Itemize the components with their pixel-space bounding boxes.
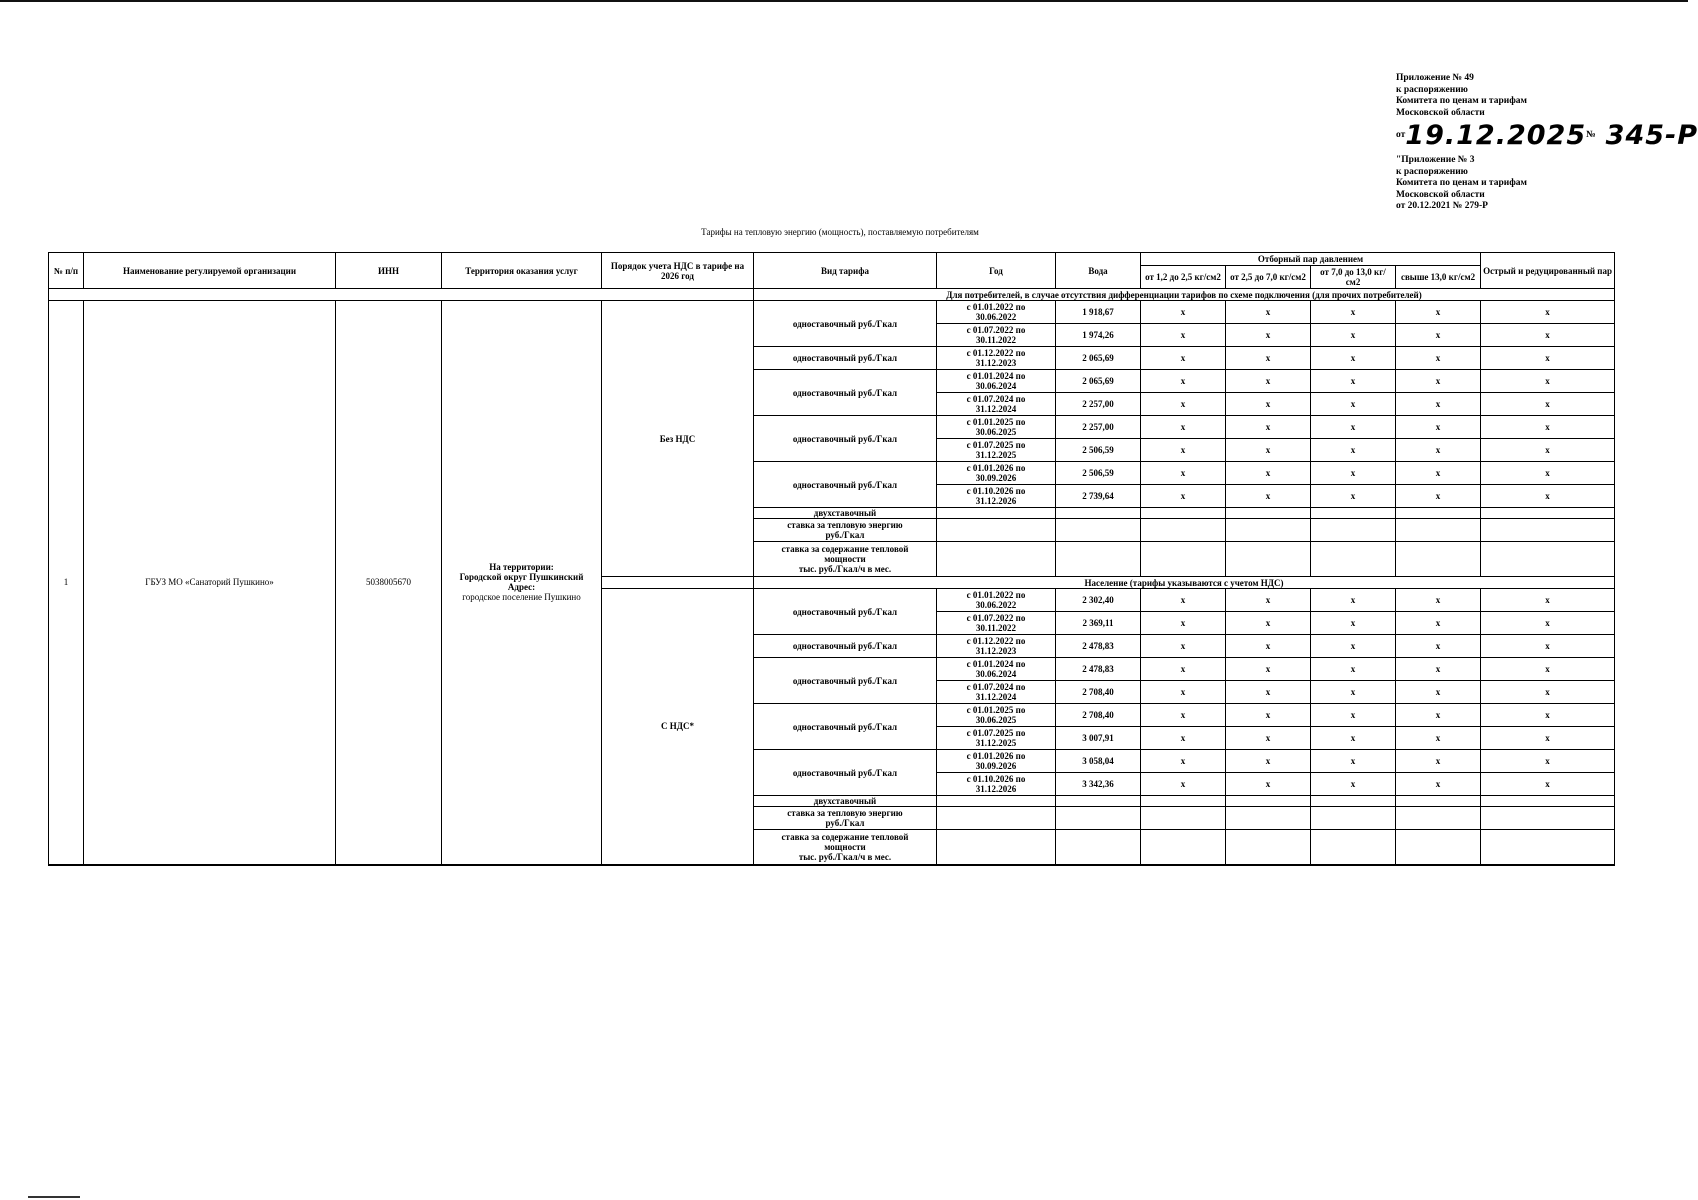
steam-1-value: х — [1141, 612, 1226, 635]
period-end: 31.12.2026 — [975, 784, 1017, 794]
empty-cell — [1311, 542, 1396, 577]
empty-cell — [1226, 508, 1311, 519]
appendix-region: Московской области — [1396, 107, 1485, 118]
col-steam-2-header: от 2,5 до 7,0 кг/см2 — [1226, 266, 1311, 289]
steam-4-value: х — [1396, 347, 1481, 370]
period-start: с 01.10.2026 по — [966, 774, 1026, 784]
col-inn-header: ИНН — [336, 253, 442, 289]
steam-4-value: х — [1396, 416, 1481, 439]
org-inn: 5038005670 — [336, 301, 442, 865]
steam-4-value: х — [1396, 439, 1481, 462]
empty-cell — [1056, 830, 1141, 865]
tariff-type: одноставочный руб./Гкал — [754, 589, 937, 635]
prev-appendix-number: "Приложение № 3 — [1396, 155, 1475, 165]
territory-line: городское поселение Пушкино — [462, 592, 581, 603]
handwritten-date-line — [1396, 120, 1698, 151]
empty-cell — [937, 796, 1056, 807]
empty-cell — [1311, 830, 1396, 865]
period-start: с 01.12.2022 по — [966, 348, 1026, 358]
period-start: с 01.07.2025 по — [966, 440, 1026, 450]
steam-2-value: х — [1226, 727, 1311, 750]
sharp-steam-value: х — [1481, 347, 1615, 370]
section-caption-row — [49, 289, 1615, 301]
water-value: 3 007,91 — [1056, 727, 1141, 750]
steam-3-value: х — [1311, 635, 1396, 658]
period-cell — [937, 612, 1056, 635]
from-prefix: от — [1396, 130, 1406, 141]
sharp-steam-value: х — [1481, 393, 1615, 416]
steam-1-value: х — [1141, 301, 1226, 324]
water-value: 3 058,04 — [1056, 750, 1141, 773]
period-cell — [937, 704, 1056, 727]
period-end: 31.12.2025 — [975, 450, 1017, 460]
col-territory-header: Территория оказания услуг — [442, 253, 602, 289]
col-steam-3-header: от 7,0 до 13,0 кг/см2 — [1311, 266, 1396, 289]
period-end: 31.12.2024 — [975, 404, 1017, 414]
table-row — [49, 301, 1615, 324]
capacity-rate-label — [754, 830, 937, 865]
handwritten-order-number: 345-Р — [1605, 120, 1698, 151]
water-value: 1 918,67 — [1056, 301, 1141, 324]
steam-3-value: х — [1311, 589, 1396, 612]
steam-2-value: х — [1226, 347, 1311, 370]
empty-cell — [1141, 508, 1226, 519]
empty-cell — [937, 542, 1056, 577]
two-part-label: двухставочный — [754, 796, 937, 807]
prev-to-order: к распоряжению — [1396, 166, 1468, 177]
empty-cell — [1396, 508, 1481, 519]
sharp-steam-value: х — [1481, 704, 1615, 727]
steam-4-value: х — [1396, 393, 1481, 416]
empty-cell — [1226, 519, 1311, 542]
steam-1-value: х — [1141, 681, 1226, 704]
period-cell — [937, 462, 1056, 485]
steam-4-value: х — [1396, 681, 1481, 704]
capacity-rate-line: ставка за содержание тепловой — [781, 544, 909, 554]
steam-2-value: х — [1226, 681, 1311, 704]
document-title: Тарифы на тепловую энергию (мощность), поставляемую потребителям — [701, 227, 979, 237]
steam-2-value: х — [1226, 393, 1311, 416]
period-start: с 01.07.2022 по — [966, 325, 1026, 335]
territory-line: Адрес: — [507, 582, 536, 593]
steam-2-value: х — [1226, 485, 1311, 508]
period-cell — [937, 485, 1056, 508]
period-end: 30.09.2026 — [975, 761, 1017, 771]
period-end: 30.09.2026 — [975, 473, 1017, 483]
period-cell — [937, 727, 1056, 750]
empty-cell — [937, 807, 1056, 830]
tariff-type: одноставочный руб./Гкал — [754, 462, 937, 508]
sharp-steam-value: х — [1481, 416, 1615, 439]
steam-2-value: х — [1226, 462, 1311, 485]
period-end: 31.12.2026 — [975, 496, 1017, 506]
steam-1-value: х — [1141, 485, 1226, 508]
steam-4-value: х — [1396, 370, 1481, 393]
empty-cell — [1226, 830, 1311, 865]
empty-cell — [1311, 807, 1396, 830]
section-caption: Население (тарифы указываются с учетом НДС) — [754, 577, 1615, 589]
empty-cell — [1226, 796, 1311, 807]
prev-committee: Комитета по ценам и тарифам — [1396, 178, 1528, 188]
period-start: с 01.10.2026 по — [966, 486, 1026, 496]
sharp-steam-value: х — [1481, 439, 1615, 462]
empty-cell — [1481, 542, 1615, 577]
empty-cell — [937, 830, 1056, 865]
tariff-type: одноставочный руб./Гкал — [754, 301, 937, 347]
col-steam-1-header: от 1,2 до 2,5 кг/см2 — [1141, 266, 1226, 289]
steam-4-value: х — [1396, 727, 1481, 750]
period-start: с 01.01.2024 по — [966, 659, 1026, 669]
period-start: с 01.07.2024 по — [966, 394, 1026, 404]
steam-3-value: х — [1311, 324, 1396, 347]
sharp-steam-value: х — [1481, 612, 1615, 635]
steam-3-value: х — [1311, 681, 1396, 704]
steam-3-value: х — [1311, 658, 1396, 681]
org-num: 1 — [49, 301, 84, 865]
water-value: 2 478,83 — [1056, 658, 1141, 681]
period-end: 30.11.2022 — [975, 623, 1016, 633]
period-start: с 01.01.2022 по — [966, 590, 1026, 600]
energy-rate-line: ставка за тепловую энергию — [787, 808, 903, 818]
water-value: 1 974,26 — [1056, 324, 1141, 347]
sharp-steam-value: х — [1481, 301, 1615, 324]
steam-4-value: х — [1396, 589, 1481, 612]
left-spacer — [49, 289, 754, 301]
appendix-to-order: к распоряжению — [1396, 84, 1468, 95]
steam-1-value: х — [1141, 370, 1226, 393]
col-sharp-steam-header: Острый и редуцированный пар — [1481, 253, 1615, 289]
vat-label: С НДС* — [602, 589, 754, 865]
period-end: 31.12.2025 — [975, 738, 1017, 748]
scan-mark — [28, 1196, 80, 1198]
steam-3-value: х — [1311, 750, 1396, 773]
energy-rate-line: руб./Гкал — [825, 818, 865, 828]
vat-spacer — [602, 577, 754, 589]
empty-cell — [937, 508, 1056, 519]
steam-2-value: х — [1226, 773, 1311, 796]
steam-4-value: х — [1396, 658, 1481, 681]
energy-rate-label — [754, 807, 937, 830]
tariff-type: одноставочный руб./Гкал — [754, 750, 937, 796]
steam-3-value: х — [1311, 612, 1396, 635]
period-end: 30.06.2022 — [975, 600, 1017, 610]
steam-3-value: х — [1311, 704, 1396, 727]
period-end: 30.06.2024 — [975, 669, 1017, 679]
tariff-type: одноставочный руб./Гкал — [754, 370, 937, 416]
empty-cell — [1226, 807, 1311, 830]
sharp-steam-value: х — [1481, 681, 1615, 704]
sharp-steam-value: х — [1481, 485, 1615, 508]
steam-4-value: х — [1396, 485, 1481, 508]
energy-rate-line: руб./Гкал — [825, 530, 865, 540]
capacity-rate-line: мощности — [824, 554, 866, 564]
col-num-header: № п/п — [49, 253, 84, 289]
period-start: с 01.01.2025 по — [966, 705, 1026, 715]
steam-1-value: х — [1141, 416, 1226, 439]
sharp-steam-value: х — [1481, 589, 1615, 612]
capacity-rate-label — [754, 542, 937, 577]
empty-cell — [1141, 519, 1226, 542]
capacity-rate-line: ставка за содержание тепловой — [781, 831, 909, 842]
steam-4-value: х — [1396, 750, 1481, 773]
sharp-steam-value: х — [1481, 635, 1615, 658]
steam-2-value: х — [1226, 370, 1311, 393]
vat-label: Без НДС — [602, 301, 754, 577]
steam-4-value: х — [1396, 635, 1481, 658]
water-value: 2 478,83 — [1056, 635, 1141, 658]
steam-1-value: х — [1141, 462, 1226, 485]
col-steam-4-header: свыше 13,0 кг/см2 — [1396, 266, 1481, 289]
steam-2-value: х — [1226, 750, 1311, 773]
appendix-number: Приложение № 49 — [1396, 73, 1474, 83]
period-end: 30.06.2022 — [975, 312, 1017, 322]
period-start: с 01.12.2022 по — [966, 636, 1026, 646]
capacity-rate-line: тыс. руб./Гкал/ч в мес. — [798, 851, 892, 862]
period-cell — [937, 635, 1056, 658]
steam-1-value: х — [1141, 393, 1226, 416]
steam-2-value: х — [1226, 704, 1311, 727]
empty-cell — [1311, 796, 1396, 807]
empty-cell — [1311, 519, 1396, 542]
tariff-type: одноставочный руб./Гкал — [754, 658, 937, 704]
steam-4-value: х — [1396, 324, 1481, 347]
number-sign: № — [1586, 130, 1596, 141]
sharp-steam-value: х — [1481, 324, 1615, 347]
steam-4-value: х — [1396, 612, 1481, 635]
water-value: 2 369,11 — [1056, 612, 1141, 635]
water-value: 2 302,40 — [1056, 589, 1141, 612]
empty-cell — [1056, 807, 1141, 830]
steam-2-value: х — [1226, 658, 1311, 681]
sharp-steam-value: х — [1481, 658, 1615, 681]
col-steam-group-header: Отборный пар давлением — [1141, 253, 1481, 266]
steam-3-value: х — [1311, 347, 1396, 370]
period-cell — [937, 658, 1056, 681]
empty-cell — [1056, 796, 1141, 807]
steam-3-value: х — [1311, 370, 1396, 393]
steam-3-value: х — [1311, 416, 1396, 439]
steam-1-value: х — [1141, 704, 1226, 727]
steam-3-value: х — [1311, 773, 1396, 796]
steam-3-value: х — [1311, 485, 1396, 508]
period-cell — [937, 750, 1056, 773]
water-value: 2 739,64 — [1056, 485, 1141, 508]
steam-1-value: х — [1141, 439, 1226, 462]
steam-1-value: х — [1141, 347, 1226, 370]
empty-cell — [1396, 830, 1481, 865]
period-start: с 01.07.2024 по — [966, 682, 1026, 692]
org-territory — [442, 301, 602, 865]
sharp-steam-value: х — [1481, 462, 1615, 485]
steam-1-value: х — [1141, 635, 1226, 658]
empty-cell — [1396, 807, 1481, 830]
water-value: 2 708,40 — [1056, 681, 1141, 704]
empty-cell — [1056, 508, 1141, 519]
empty-cell — [1141, 807, 1226, 830]
energy-rate-label — [754, 519, 937, 542]
steam-1-value: х — [1141, 750, 1226, 773]
steam-1-value: х — [1141, 727, 1226, 750]
period-start: с 01.01.2026 по — [966, 751, 1026, 761]
empty-cell — [1056, 542, 1141, 577]
tariff-type: одноставочный руб./Гкал — [754, 347, 937, 370]
empty-cell — [1396, 796, 1481, 807]
prev-order-date: от 20.12.2021 № 279-Р — [1396, 201, 1488, 211]
steam-4-value: х — [1396, 462, 1481, 485]
handwritten-date: 19.12.2025 — [1405, 120, 1587, 151]
empty-cell — [1311, 508, 1396, 519]
col-tariff-type-header: Вид тарифа — [754, 253, 937, 289]
appendix-header — [1396, 73, 1698, 213]
col-org-header: Наименование регулируемой организации — [84, 253, 336, 289]
two-part-label: двухставочный — [754, 508, 937, 519]
sharp-steam-value: х — [1481, 370, 1615, 393]
period-end: 31.12.2024 — [975, 692, 1017, 702]
period-start: с 01.01.2026 по — [966, 463, 1026, 473]
period-end: 31.12.2023 — [975, 358, 1017, 368]
period-start: с 01.07.2022 по — [966, 613, 1026, 623]
water-value: 2 257,00 — [1056, 416, 1141, 439]
capacity-rate-line: тыс. руб./Гкал/ч в мес. — [798, 564, 892, 574]
steam-3-value: х — [1311, 727, 1396, 750]
steam-2-value: х — [1226, 635, 1311, 658]
empty-cell — [1396, 542, 1481, 577]
steam-4-value: х — [1396, 301, 1481, 324]
water-value: 2 506,59 — [1056, 462, 1141, 485]
steam-2-value: х — [1226, 416, 1311, 439]
empty-cell — [1481, 830, 1615, 865]
empty-cell — [1226, 542, 1311, 577]
territory-line: На территории: — [489, 562, 554, 573]
prev-region: Московской области — [1396, 189, 1485, 200]
steam-2-value: х — [1226, 612, 1311, 635]
water-value: 2 065,69 — [1056, 347, 1141, 370]
steam-3-value: х — [1311, 393, 1396, 416]
steam-2-value: х — [1226, 589, 1311, 612]
steam-1-value: х — [1141, 773, 1226, 796]
empty-cell — [1141, 796, 1226, 807]
energy-rate-line: ставка за тепловую энергию — [787, 520, 903, 530]
period-end: 31.12.2023 — [975, 646, 1017, 656]
period-end: 30.06.2025 — [975, 427, 1017, 437]
scan-top-edge — [0, 0, 1688, 2]
tariff-table — [48, 252, 1615, 866]
sharp-steam-value: х — [1481, 773, 1615, 796]
sharp-steam-value: х — [1481, 750, 1615, 773]
steam-3-value: х — [1311, 301, 1396, 324]
water-value: 2 065,69 — [1056, 370, 1141, 393]
water-value: 2 506,59 — [1056, 439, 1141, 462]
steam-4-value: х — [1396, 773, 1481, 796]
period-end: 30.06.2024 — [975, 381, 1017, 391]
steam-3-value: х — [1311, 439, 1396, 462]
sharp-steam-value: х — [1481, 727, 1615, 750]
period-end: 30.06.2025 — [975, 715, 1017, 725]
tariff-type: одноставочный руб./Гкал — [754, 635, 937, 658]
period-start: с 01.07.2025 по — [966, 728, 1026, 738]
org-name: ГБУЗ МО «Санаторий Пушкино» — [84, 301, 336, 865]
section-caption: Для потребителей, в случае отсутствия дифференциации тарифов по схеме подключения (для прочих потребителей) — [754, 289, 1615, 301]
water-value: 2 708,40 — [1056, 704, 1141, 727]
steam-2-value: х — [1226, 301, 1311, 324]
period-cell — [937, 439, 1056, 462]
empty-cell — [937, 519, 1056, 542]
col-vat-order-header: Порядок учета НДС в тарифе на 2026 год — [602, 253, 754, 289]
steam-3-value: х — [1311, 462, 1396, 485]
period-start: с 01.01.2024 по — [966, 371, 1026, 381]
col-water-header: Вода — [1056, 253, 1141, 289]
appendix-committee: Комитета по ценам и тарифам — [1396, 96, 1528, 106]
steam-2-value: х — [1226, 324, 1311, 347]
tariff-table-body — [49, 289, 1615, 865]
steam-1-value: х — [1141, 658, 1226, 681]
period-cell — [937, 393, 1056, 416]
steam-2-value: х — [1226, 439, 1311, 462]
water-value: 2 257,00 — [1056, 393, 1141, 416]
steam-1-value: х — [1141, 589, 1226, 612]
territory-line: Городской округ Пушкинский — [459, 572, 584, 583]
period-cell — [937, 301, 1056, 324]
tariff-type: одноставочный руб./Гкал — [754, 416, 937, 462]
period-cell — [937, 324, 1056, 347]
period-start: с 01.01.2022 по — [966, 302, 1026, 312]
period-cell — [937, 347, 1056, 370]
tariff-type: одноставочный руб./Гкал — [754, 704, 937, 750]
period-cell — [937, 773, 1056, 796]
steam-4-value: х — [1396, 704, 1481, 727]
empty-cell — [1481, 807, 1615, 830]
period-end: 30.11.2022 — [975, 335, 1016, 345]
empty-cell — [1481, 519, 1615, 542]
empty-cell — [1141, 830, 1226, 865]
period-cell — [937, 589, 1056, 612]
steam-1-value: х — [1141, 324, 1226, 347]
period-cell — [937, 370, 1056, 393]
water-value: 3 342,36 — [1056, 773, 1141, 796]
empty-cell — [1396, 519, 1481, 542]
period-start: с 01.01.2025 по — [966, 417, 1026, 427]
capacity-rate-line: мощности — [824, 841, 866, 852]
empty-cell — [1056, 519, 1141, 542]
empty-cell — [1481, 796, 1615, 807]
period-cell — [937, 416, 1056, 439]
col-year-header: Год — [937, 253, 1056, 289]
empty-cell — [1481, 508, 1615, 519]
period-cell — [937, 681, 1056, 704]
empty-cell — [1141, 542, 1226, 577]
